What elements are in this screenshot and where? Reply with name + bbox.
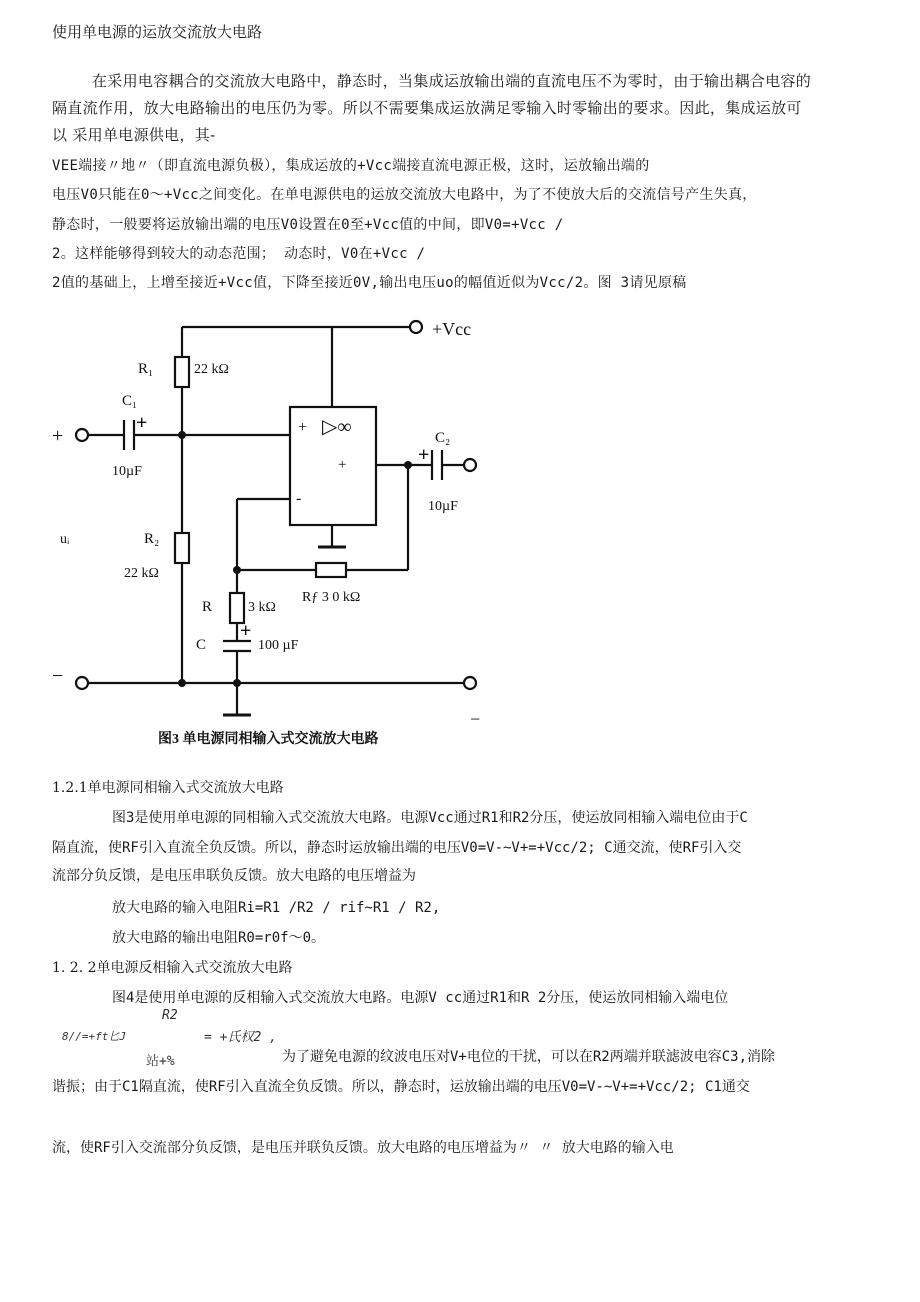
intro-line-8: 2值的基础上，上增至接近+Vcc值，下降至接近0V,输出电压uo的幅值近似为Vcc/2。图 3请见原稿 [52, 275, 687, 291]
ground-input-terminal [76, 677, 88, 689]
r-value: 3 kΩ [248, 600, 276, 615]
input-plus-label: + [52, 425, 64, 447]
intro-line-7: 2。这样能够得到较大的动态范围； 动态时，V0在+Vcc / [52, 246, 426, 262]
formula-bottom: 站+% [146, 1054, 175, 1069]
formula-left: 8//=+ft匕J [62, 1030, 126, 1043]
section2-line-2: 为了避免电源的纹波电压对V+电位的干扰，可以在R2两端并联滤波电容C3,消除 [282, 1049, 775, 1065]
opamp-minus: - [296, 490, 302, 507]
intro-line-4: VEE端接〃地〃（即直流电源负极），集成运放的+Vcc端接直流电源正极，这时，运放输出端的 [52, 158, 650, 174]
c-label: C [196, 637, 207, 653]
opamp-plus: + [298, 419, 308, 436]
r-label: R [202, 599, 213, 615]
c1-label: C₁ [122, 393, 138, 409]
output-terminal [464, 459, 476, 471]
ui-label: uᵢ [60, 532, 70, 547]
c-value: 100 µF [258, 638, 299, 653]
c2-label: C₂ [435, 430, 451, 446]
ground-output-terminal [464, 677, 476, 689]
section2-line-1: 图4是使用单电源的反相输入式交流放大电路。电源V cc通过R1和R 2分压，使运放同相输入端电位 [112, 990, 729, 1006]
section1-line-5: 放大电路的输出电阻R0=r0f～0。 [112, 930, 326, 946]
vcc-label: +Vcc [432, 319, 472, 339]
intro-line-5: 电压V0只能在0～+Vcc之间变化。在单电源供电的运放交流放大电路中，为了不使放大后的交流信号产生失真， [52, 187, 757, 203]
r1-value: 22 kΩ [194, 362, 229, 377]
c2-value: 10µF [428, 499, 458, 514]
r-resistor [230, 593, 244, 623]
r2-resistor [175, 533, 189, 563]
page-title: 使用单电源的运放交流放大电路 [52, 23, 263, 41]
opamp-symbol: ▷∞ [322, 416, 352, 438]
section2-heading: 1. 2. 2单电源反相输入式交流放大电路 [52, 960, 293, 976]
formula-top: R2 [162, 1008, 178, 1023]
intro-line-1: 在采用电容耦合的交流放大电路中，静态时，当集成运放输出端的直流电压不为零时，由于输出耦合电容的 [92, 72, 812, 90]
c2-polarity: + [418, 444, 430, 466]
intro-line-2: 隔直流作用，放大电路输出的电压仍为零。所以不需要集成运放满足零输入时零输出的要求。因此，集成运放可 [52, 99, 802, 117]
section1-line-4: 放大电路的输入电阻Ri=R1 /R2 / rif~R1 / R2, [112, 900, 441, 916]
r2-value: 22 kΩ [124, 566, 159, 581]
section2-line-3: 谐振；由于C1隔直流，使RF引入直流全负反馈。所以，静态时，运放输出端的电压V0=V-~V+=+Vcc/2; C1通交 [52, 1079, 750, 1095]
formula-mid: = +氏权2 , [204, 1030, 277, 1045]
circuit-diagram [40, 305, 500, 755]
intro-line-3: 以 采用单电源供电，其- [52, 126, 216, 144]
opamp-out-plus: + [338, 457, 347, 473]
section1-line-2: 隔直流，使RF引入直流全负反馈。所以，静态时运放输出端的电压V0=V-~V+=+Vcc/2; C通交流，使RF引入交 [52, 840, 742, 856]
c1-polarity: + [136, 412, 148, 434]
r2-label: R₂ [144, 531, 160, 547]
input-terminal [76, 429, 88, 441]
r1-label: R₁ [138, 361, 154, 377]
section1-line-3: 流部分负反馈，是电压串联负反馈。放大电路的电压增益为 [52, 868, 416, 884]
figure-caption: 图3 单电源同相输入式交流放大电路 [158, 732, 379, 747]
section2-line-4: 流，使RF引入交流部分负反馈，是电压并联负反馈。放大电路的电压增益为〃 〃 放大电路的输入电 [52, 1140, 674, 1156]
section1-heading: 1.2.1单电源同相输入式交流放大电路 [52, 780, 284, 796]
c-polarity: + [240, 620, 252, 642]
r1-resistor [175, 357, 189, 387]
vcc-terminal [410, 321, 422, 333]
intro-line-6: 静态时，一般要将运放输出端的电压V0设置在0至+Vcc值的中间，即V0=+Vcc / [52, 217, 564, 233]
rf-resistor [316, 563, 346, 577]
c1-value: 10µF [112, 464, 142, 479]
rf-label: Rƒ 3 0 kΩ [302, 590, 361, 605]
ground-minus-left: − [52, 665, 64, 687]
section1-line-1: 图3是使用单电源的同相输入式交流放大电路。电源Vcc通过R1和R2分压，使运放同相输入端电位由于C [112, 810, 748, 826]
ground-minus-right: − [470, 709, 481, 729]
